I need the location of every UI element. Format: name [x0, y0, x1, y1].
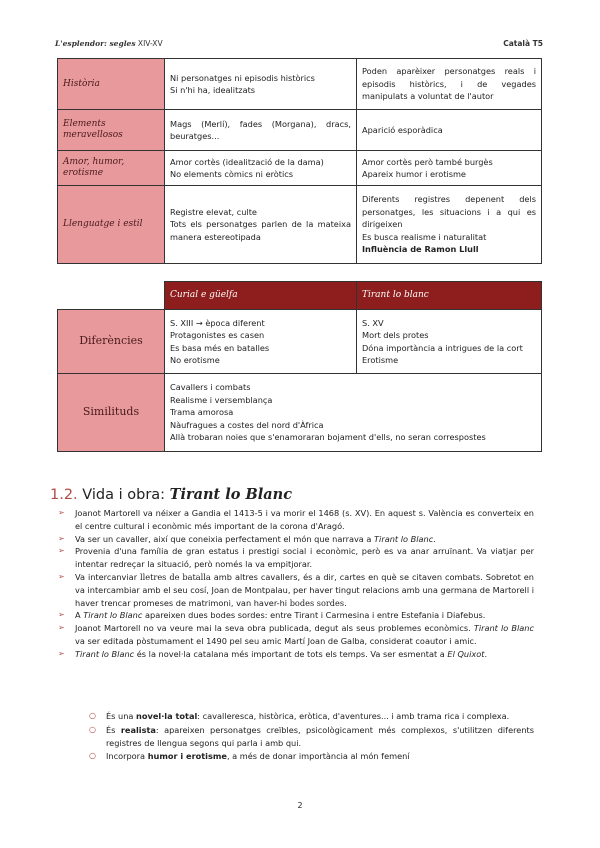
row-label: Amor, humor, erotisme: [58, 151, 165, 186]
comparison-table: [57, 58, 542, 264]
cell: S. XIII → època diferent Protagonistes es casen Es basa més en batalles No erotisme: [165, 310, 357, 374]
circle-bullet-icon: ○: [89, 751, 96, 761]
list-item: ➢ A Tirant lo Blanc apareixen dues bodes sordes: entre Tirant i Carmesina i entre Estefania i Diafebus.: [58, 610, 486, 621]
arrow-icon: ➢: [58, 648, 65, 658]
row-label: Història: [58, 59, 165, 110]
arrow-icon: ➢: [58, 623, 65, 633]
list-item: ○ És una novel·la total: cavalleresca, històrica, eròtica, d'aventures... i amb trama rica i complexa.: [89, 711, 510, 721]
list-item: ➢ Va intercanviar lletres de batalla amb altres cavallers, és a dir, cartes en què se citaven combats. Sobretot en va intercambiar amb el seu cosí, Joan de Montpalau, per haver tingut relacions amb una germana de Martorell i haver trencar promeses de matrimoni, van haver-hi bodes sordes.: [58, 571, 534, 608]
cell: Registre elevat, culte Tots els personatges parlen de la mateixa manera estereotipada: [165, 186, 357, 264]
table-row: [58, 186, 542, 264]
cell: Amor cortès (idealització de la dama) No elements còmics ni eròtics: [165, 151, 357, 186]
table-row: [58, 310, 542, 374]
list-item: ➢ Tirant lo Blanc és la novel·la catalana més important de tots els temps. Va ser esmentat a El Quixot.: [58, 648, 488, 659]
section-title: 1.2. Vida i obra: Tirant lo Blanc: [50, 486, 293, 503]
row-label: Elements meravellosos: [58, 110, 165, 151]
row-label: Diferències: [58, 310, 165, 374]
arrow-icon: ➢: [58, 533, 65, 543]
circle-bullet-icon: ○: [89, 724, 96, 734]
cell: Poden aparèixer personatges reals i episodis històrics, i de vegades manipulats a voluntat de l'autor: [357, 59, 542, 110]
cell: Cavallers i combats Realisme i versemblança Trama amorosa Nàufragues a costes del nord d'Àfrica Allà trobaran noies que s'enamoraran bojament d'ells, no seran correspostes: [165, 374, 542, 452]
cell: Ni personatges ni episodis històrics Si n'hi ha, idealitzats: [165, 59, 357, 110]
header-right: Català T5: [503, 39, 543, 48]
arrow-icon: ➢: [58, 610, 65, 620]
cell: Diferents registres depenent dels personatges, les situacions i a qui es dirigeixen Es busca realisme i naturalitat Influència de Ramon Llull: [357, 186, 542, 264]
table-row: [58, 374, 542, 452]
cell: S. XV Mort dels protes Dóna importància a intrigues de la cort Erotisme: [357, 310, 542, 374]
table-row: [58, 59, 542, 110]
row-label: Llenguatge i estil: [58, 186, 165, 264]
arrow-icon: ➢: [58, 546, 65, 556]
circle-bullet-icon: ○: [89, 711, 96, 720]
list-item: ➢ Provenia d'una família de gran estatus i prestigi social i econòmic, però es va anar arruïnant. Va viatjar per intentar redreçar la situació, però només la va empitjorar.: [58, 546, 534, 570]
cell: Mags (Merlí), fades (Morgana), dracs, beuratges...: [165, 110, 357, 151]
page-number: 2: [297, 801, 303, 810]
list-item: ➢ Joanot Martorell no va veure mai la seva obra publicada, degut als seus problemes econòmics. Tirant lo Blanc va ser editada pòstumament el 1490 pel seu amic Martí Joan de Galba, considerat coautor i amic.: [58, 623, 534, 646]
arrow-icon: ➢: [58, 571, 65, 581]
header-left: L'esplendor: segles XIV-XV: [55, 39, 163, 48]
table-row: [58, 282, 542, 310]
column-header: Tirant lo blanc: [357, 282, 542, 310]
cell: Amor cortès però també burgès Apareix humor i erotisme: [357, 151, 542, 186]
list-item: ➢ Va ser un cavaller, així que coneixia perfectament el món que narrava a Tirant lo Blanc.: [58, 533, 436, 544]
cell: Aparició esporàdica: [357, 110, 542, 151]
arrow-icon: ➢: [58, 508, 65, 517]
row-label: Similituds: [58, 374, 165, 452]
sub-bullet-list: [85, 710, 534, 764]
bullet-list: [49, 507, 534, 661]
list-item: ○ És realista: apareixen personatges creïbles, psicològicament més complexos, s'utilitzen diferents registres de llengua segons qui parla i amb qui.: [89, 724, 534, 748]
list-item: ➢ Joanot Martorell va néixer a Gandia el 1413-5 i va morir el 1468 (s. XV). En aquest s. València es converteix en el centre cultural i econòmic més important de la corona d'Aragó.: [58, 508, 534, 531]
table-row: [58, 110, 542, 151]
list-item: ○ Incorpora humor i erotisme, a més de donar importància al món femení: [89, 751, 410, 762]
curial-tirant-table: [57, 281, 542, 452]
table-row: [58, 151, 542, 186]
column-header: Curial e güelfa: [165, 282, 357, 310]
